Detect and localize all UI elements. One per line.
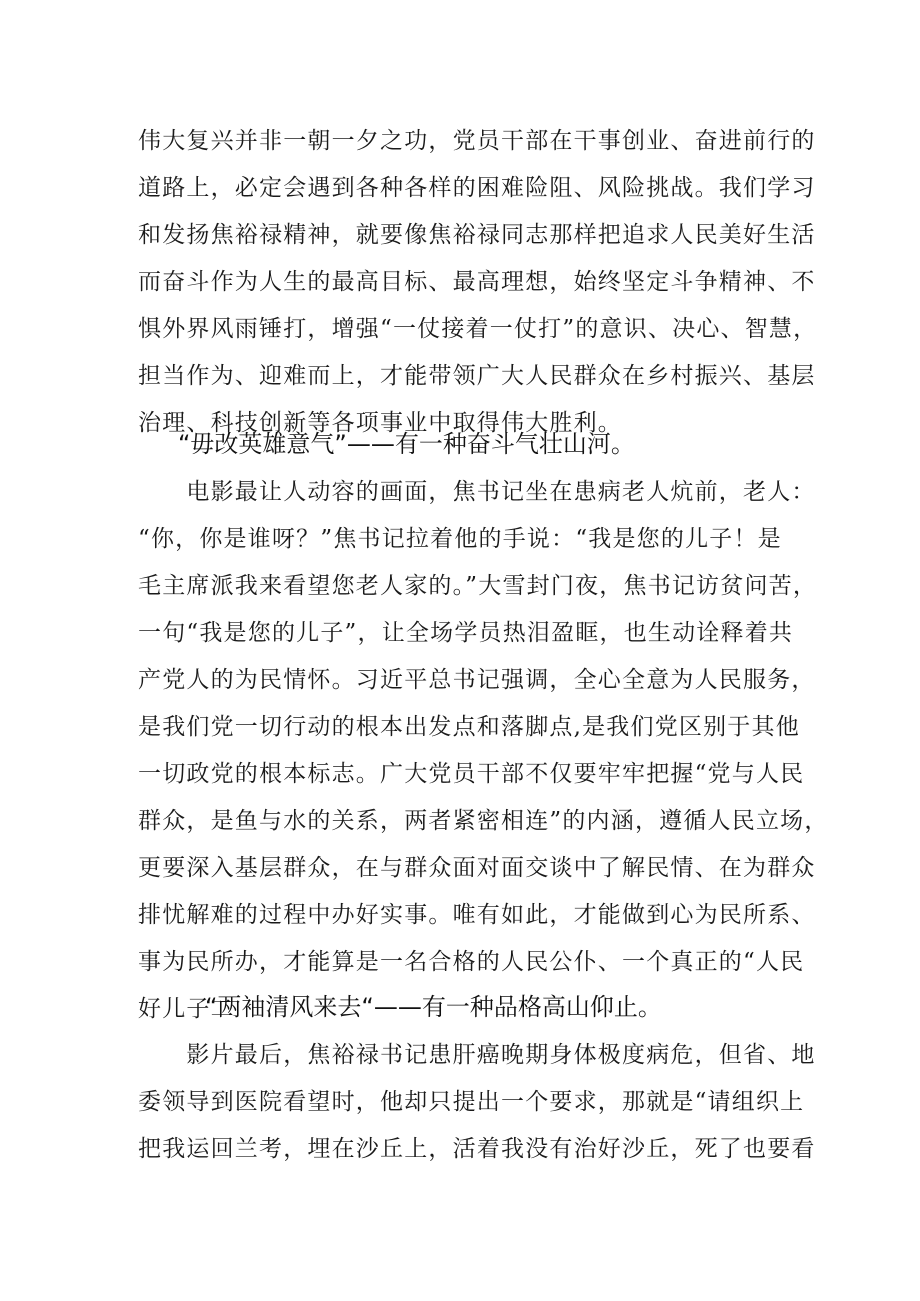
text-line: 伟大复兴并非一朝一夕之功，党员干部在干事创业、奋进前行的 bbox=[138, 128, 816, 154]
section-heading-2: “两袖清风来去“——有一种品格高山仰止。 bbox=[205, 993, 662, 1021]
text-line: 委领导到医院看望时，他却只提出一个要求，那就是“请组织上 bbox=[138, 1089, 805, 1115]
text-line: 更要深入基层群众，在与群众面对面交谈中了解民情、在为群众 bbox=[138, 855, 816, 881]
section-heading-1: “毋改英雄意气”——有一种奋斗气壮山河。 bbox=[178, 430, 635, 458]
paragraph-1 bbox=[138, 118, 818, 447]
text-line: 一切政党的根本标志。广大党员干部不仅要牢牢把握“党与人民 bbox=[138, 761, 805, 787]
text-line: 惧外界风雨锤打，增强“一仗接着一仗打”的意识、决心、智慧， bbox=[138, 316, 818, 342]
text-line: “你，你是谁呀？”焦书记拉着他的手说：“我是您的儿子！是 bbox=[138, 526, 782, 552]
text-line: 一句“我是您的儿子”，让全场学员热泪盈眶，也生动诠释着共 bbox=[138, 620, 794, 646]
text-line: 事为民所办，才能算是一名合格的人民公仆、一个真正的“人民 bbox=[138, 949, 805, 975]
text-line: 影片最后，焦裕禄书记患肝癌晚期身体极度病危，但省、地 bbox=[138, 1042, 816, 1068]
text-line: 产党人的为民情怀。习近平总书记强调，全心全意为人民服务， bbox=[138, 667, 816, 693]
text-line: 道路上，必定会遇到各种各样的困难险阻、风险挑战。我们学习 bbox=[138, 175, 816, 201]
paragraph-3 bbox=[138, 1032, 816, 1173]
text-line: 和发扬焦裕禄精神，就要像焦裕禄同志那样把追求人民美好生活 bbox=[138, 222, 816, 248]
paragraph-2 bbox=[138, 469, 829, 1033]
text-line: 担当作为、迎难而上，才能带领广大人民群众在乡村振兴、基层 bbox=[138, 363, 816, 389]
text-line: 而奋斗作为人生的最高目标、最高理想，始终坚定斗争精神、不 bbox=[138, 269, 816, 295]
text-line: 电影最让人动容的画面，焦书记坐在患病老人炕前，老人： bbox=[138, 479, 816, 505]
text-line: 把我运回兰考，埋在沙丘上，活着我没有治好沙丘，死了也要看 bbox=[138, 1136, 816, 1162]
text-line: 群众，是鱼与水的关系，两者紧密相连”的内涵，遵循人民立场， bbox=[138, 808, 829, 834]
text-line: 是我们党一切行动的根本出发点和落脚点,是我们党区别于其他 bbox=[138, 714, 800, 740]
text-line: 毛主席派我来看望您老人家的。”大雪封门夜，焦书记访贫问苦， bbox=[138, 573, 818, 599]
text-line: 排忧解难的过程中办好实事。唯有如此，才能做到心为民所系、 bbox=[138, 902, 816, 928]
text-line: 治理、科技创新等各项事业中取得伟大胜利。 bbox=[138, 410, 622, 436]
text-line: 好儿子二 bbox=[138, 996, 235, 1022]
